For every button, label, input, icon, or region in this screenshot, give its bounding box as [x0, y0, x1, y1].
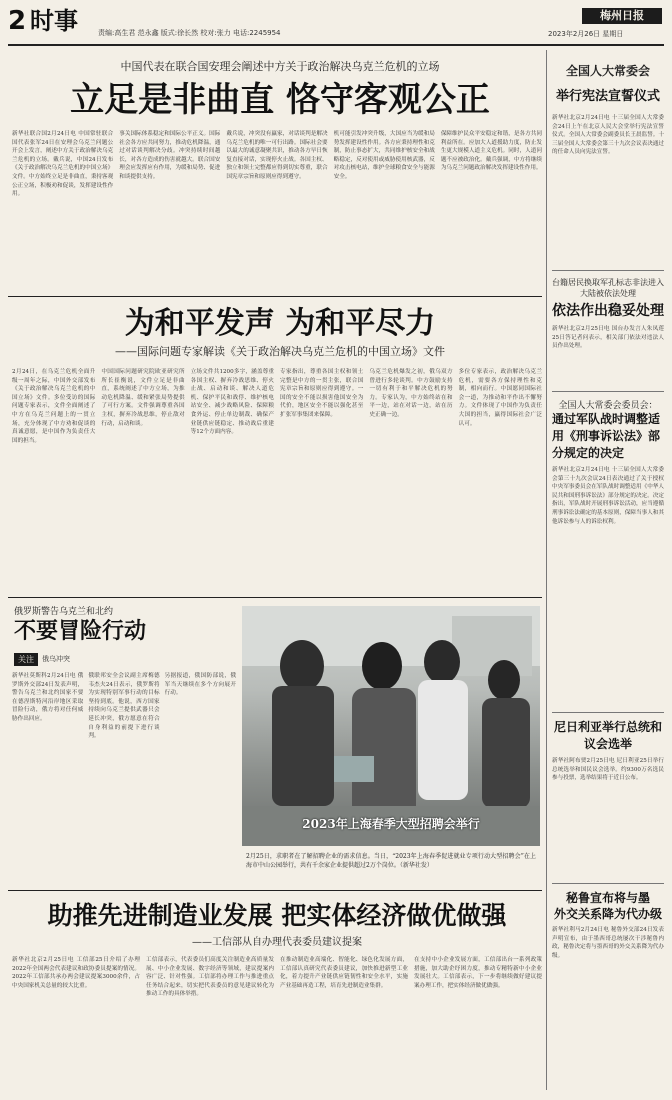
paper-name: 梅州日报	[600, 9, 644, 22]
feature-col-3: 立场文件共1200多字，涵盖尊重各国主权、摒弃冷战思维、停火止战、启动和谈、解决人道危机、保护平民和战俘、维护核电站安全、减少战略风险、保障粮食外运、停止单边制裁、确保产业链供应链稳定、推动战后重建等12个方面内容。	[190, 369, 274, 436]
lead-kicker: 中国代表在联合国安理会阐述中方关于政治解决乌克兰危机的立场	[120, 60, 440, 73]
sidebar-story1-headline: 举行宪法宣誓仪式	[555, 89, 660, 104]
sidebar-story1-body: 新华社北京2月24日电 十三届全国人大常委会24日上午在北京人民大会堂举行宪法宣誓仪式。全国人大常委会副委员长王晨监誓。十三届全国人大常委会第三十九次会议表决通过的任命人员向宪法宣誓。	[552, 115, 664, 156]
header-rule	[8, 44, 664, 46]
lead-col-4: 机可能引发冲突升级，大国应当为缓和局势发挥建设性作用。各方应秉持理性和克制，防止事态扩大，共同维护核安全和战略稳定，反对使用或威胁使用核武器，反对攻击核电站，维护全球粮食安全与能源安全。	[333, 131, 435, 180]
lead-col-2: 事关国际体系稳定和国际公平正义。国际社会各方应共同努力，推动危机降温，通过对话谈判解决分歧。冲突持续时间越长，对各方造成的伤害就越大。联合国安理会应发挥应有作用，为缓和局势、促进和谈提供支持。	[119, 131, 221, 180]
section-title: 时事	[30, 7, 78, 35]
warning-headline: 不要冒险行动	[14, 618, 147, 644]
manufacturing-body	[12, 956, 542, 1092]
manufacturing-col-3: 在推动制造业高端化、智能化、绿色化发展方面，工信部认真研究代表委员建议，加快推进新型工业化，着力提升产业链供应链韧性和安全水平，实施产业基础再造工程，培育先进制造业集群。	[280, 957, 408, 989]
manufacturing-subhead: ——工信部从自办理代表委员建议提案	[192, 937, 362, 948]
sidebar-story2-body: 新华社北京2月25日电 国台办发言人朱凤莲25日答记者问表示，相关部门依法对违法人员作出处理。	[552, 326, 664, 350]
lead-col-5: 保障维护民众平安稳定和谐，是各方共同利益所在。应加大人道援助力度，防止发生更大规模人道主义危机。同时，人道问题不应被政治化。戴兵强调，中方将继续为乌克兰问题政治解决发挥建设性作用。	[440, 131, 543, 172]
manufacturing-col-1: 新华社北京2月25日电 工信部25日介绍了办理2022年全国两会代表建议和政协委员提案的情况。2022年工信部共承办两会建议提案3000余件，占中央国家机关总量的较大比重。	[12, 957, 140, 989]
sidebar-story5-headline-1: 秘鲁宣布将与墨	[565, 891, 650, 905]
sidebar-story5-body: 新华社利马2月24日电 秘鲁外交部24日发表声明宣布，由于墨西哥总统屡次干涉秘鲁内政，秘鲁决定将与墨西哥的外交关系降为代办级。	[552, 927, 664, 959]
feature-rule	[8, 597, 542, 598]
sidebar-story1-kicker: 全国人大常委会	[565, 64, 650, 78]
sidebar-divider	[546, 50, 547, 1090]
issue-date: 2023年2月26日 星期日	[548, 30, 624, 38]
staff-line: 责编:高生君 范永鑫 版式:徐长然 校对:张力 电话:2245954	[98, 29, 281, 37]
feature-subhead: ——国际问题专家解读《关于政治解决乌克兰危机的中国立场》文件	[115, 345, 445, 358]
manufacturing-col-2: 工信部表示，代表委员们高度关注制造业高质量发展、中小企业发展、数字经济等领域，建议提案内容广泛、针对性强。工信部将办理工作与推进重点任务结合起来，切实把代表委员的意见建议转化为推动工作的具体举措。	[146, 957, 274, 998]
photo-caption-title: 2023年上海春季大型招聘会举行	[302, 817, 480, 831]
lead-col-3: 戴兵说，冲突没有赢家，对话谈判是解决乌克兰危机的唯一可行出路。国际社会要以最大的诚意凝聚共识，推动各方早日恢复直接对话，实现停火止战。各国主权、独立和领土完整都应得到切实尊重，联合国宪章宗旨和原则应得到遵守。	[226, 131, 328, 180]
warning-tag-label: 关注	[14, 653, 38, 666]
feature-col-2: 中国国际问题研究院欧亚研究所所长崔衡说，文件立足是非曲直，系统阐述了中方立场，为推动危机降温、缓和紧张局势提供了可行方案。文件强调尊重各国主权，摒弃冷战思维，停止敌对行动，启动和谈。	[101, 369, 185, 427]
warning-body	[12, 672, 236, 884]
lead-col-1: 新华社联合国2月24日电 中国常驻联合国代表张军24日在安理会乌克兰问题公开会上发言，阐述中方关于政治解决乌克兰危机的立场。戴兵说，中国24日发布《关于政治解决乌克兰危机的中国立场》文件。中方始终立足是非曲直，秉持客观公正立场，积极劝和促谈，发挥建设性作用。	[12, 131, 114, 198]
feature-headline: 为和平发声 为和平尽力	[124, 306, 436, 341]
sidebar-story2-kicker: 台籍居民换取军孔标志非法进入大陆被依法处理	[552, 278, 664, 298]
warning-tag	[14, 652, 70, 666]
masthead-logo	[582, 8, 662, 24]
sidebar	[552, 50, 664, 1095]
sidebar-story3-body: 新华社北京2月24日电 十三届全国人大常委会第三十九次会议24日表决通过了关于授权中央军事委员会在军队战时调整适用《中华人民共和国刑事诉讼法》部分规定的决定。决定指出，军队战时开展刑事诉讼活动，应当遵循刑事诉讼法确定的基本原则，保障当事人和其他诉讼参与人的诉讼权利。	[552, 467, 664, 525]
warning-kicker: 俄罗斯警告乌克兰和北约	[14, 607, 114, 617]
page-number: 2	[8, 6, 27, 36]
feature-body	[12, 368, 542, 590]
sidebar-story3-kicker: 全国人大常委会委员会：	[558, 401, 658, 411]
sidebar-story2-headline: 依法作出稳妥处理	[552, 303, 664, 319]
job-fair-photo	[242, 606, 540, 846]
photo-rule	[8, 890, 542, 891]
page-header	[8, 4, 664, 44]
photo-caption-body: 2月25日，求职者在了解招聘企业的需求信息。当日，“2023年上海春季促进就业专项行动大型招聘会”在上海市中山公园举行，共有千余家企业提供超过2万个岗位。（新华社发）	[246, 853, 536, 869]
manufacturing-col-4: 在支持中小企业发展方面，工信部出台一系列政策措施，加大助企纾困力度，推动专精特新中小企业发展壮大。工信部表示，下一步将继续做好建议提案办理工作，把实体经济做优做强。	[414, 957, 542, 989]
feature-col-1: 2月24日，在乌克兰危机全面升级一周年之际，中国外交部发布《关于政治解决乌克兰危机的中国立场》文件。多位受访的国际问题专家表示，文件全面阐述了中方在乌克兰问题上的一贯立场，充分体现了中方劝和促谈的真诚意愿，是中国作为负责任大国的担当。	[12, 369, 96, 444]
job-fair-photo-scene	[242, 606, 540, 846]
warning-col-1: 新华社莫斯科2月24日电 俄罗斯外交部24日发表声明，警告乌克兰和北约国家不要在德涅斯特河沿岸地区采取冒险行动，俄方将对任何威胁作出回应。	[12, 673, 84, 722]
warning-tag-note: 俄乌冲突	[42, 655, 70, 663]
warning-col-3: 另据报道，俄国防部说，俄军当天继续在多个方向展开行动。	[164, 673, 236, 697]
sidebar-story5-headline-2: 外交关系降为代办级	[553, 907, 662, 921]
sidebar-story4-headline: 尼日利亚举行总统和议会选举	[553, 720, 662, 751]
lead-rule	[8, 296, 542, 297]
feature-col-5: 乌克兰危机爆发之初，俄乌双方曾进行多轮谈判。中方鼓励支持一切有利于和平解决危机的努力。专家认为，中方始终站在和平一边，站在对话一边，站在历史正确一边。	[369, 369, 453, 418]
sidebar-story4-body: 新华社阿布贾2月25日电 尼日利亚25日举行总统选举和国民议会选举。约9300万名选民参与投票，选举结果将于近日公布。	[552, 758, 664, 782]
warning-col-2: 俄联邦安全会议副主席梅德韦杰夫24日表示，俄罗斯将为实现特别军事行动的目标坚持到底。他说，西方国家持续向乌克兰提供武器只会延长冲突，俄方愿意在符合自身利益的前提下进行谈判。	[88, 673, 160, 740]
sidebar-story3-headline: 通过军队战时调整适用《刑事诉讼法》部分规定的决定	[552, 412, 661, 460]
manufacturing-headline: 助推先进制造业发展 把实体经济做优做强	[47, 901, 507, 930]
lead-body	[12, 130, 542, 288]
feature-col-4: 专家指出，尊重各国主权和领土完整是中方的一贯主张，联合国宪章宗旨和原则应得到遵守。一国的安全不能以损害他国安全为代价，地区安全不能以强化甚至扩张军事集团来保障。	[279, 369, 364, 418]
lead-headline: 立足是非曲直 恪守客观公正	[70, 80, 490, 120]
feature-col-6: 多位专家表示，政治解决乌克兰危机，需要各方保持理性和克制，相向而行。中国愿同国际社会一道，为推动和平作出不懈努力。文件体现了中国作为负责任大国的担当，赢得国际社会广泛认可。	[458, 369, 542, 427]
